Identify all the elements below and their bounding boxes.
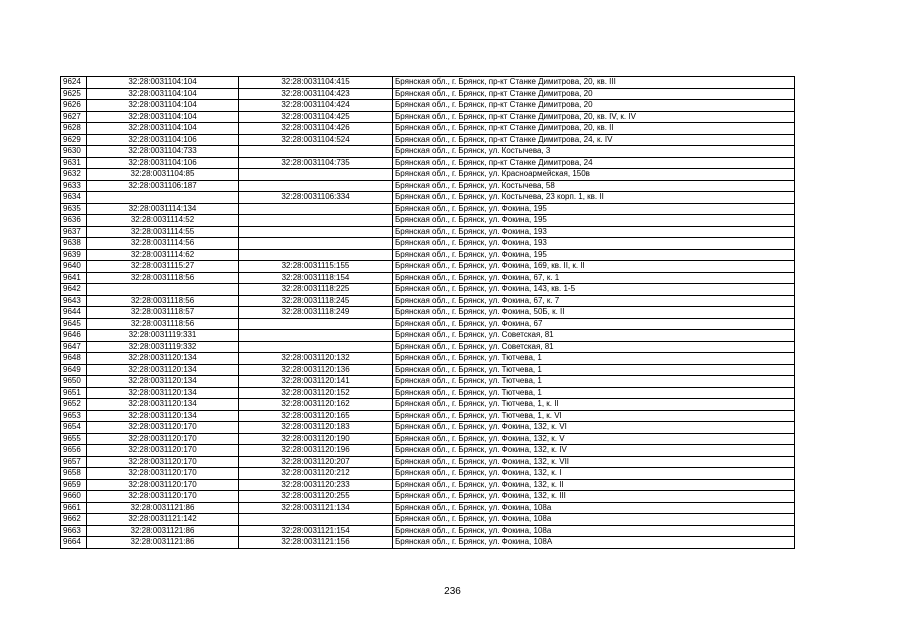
object-cadastral-number-cell: 32:28:0031120:141 [239, 376, 393, 388]
table-row [61, 318, 795, 330]
parcel-cadastral-number-cell: 32:28:0031120:170 [87, 468, 239, 480]
address-cell: Брянская обл., г. Брянск, ул. Красноармейская, 150в [393, 169, 795, 181]
parcel-cadastral-number-cell: 32:28:0031120:170 [87, 456, 239, 468]
object-cadastral-number-cell: 32:28:0031104:424 [239, 100, 393, 112]
parcel-cadastral-number-cell: 32:28:0031114:52 [87, 215, 239, 227]
address-cell: Брянская обл., г. Брянск, ул. Фокина, 193 [393, 226, 795, 238]
table-row [61, 169, 795, 181]
row-number-cell: 9660 [61, 491, 87, 503]
table-row [61, 468, 795, 480]
row-number-cell: 9636 [61, 215, 87, 227]
object-cadastral-number-cell: 32:28:0031120:136 [239, 364, 393, 376]
row-number-cell: 9652 [61, 399, 87, 411]
table-row [61, 491, 795, 503]
object-cadastral-number-cell [239, 215, 393, 227]
address-cell: Брянская обл., г. Брянск, ул. Фокина, 67 [393, 318, 795, 330]
row-number-cell: 9627 [61, 111, 87, 123]
table-row [61, 192, 795, 204]
object-cadastral-number-cell: 32:28:0031121:154 [239, 525, 393, 537]
table-row [61, 238, 795, 250]
address-cell: Брянская обл., г. Брянск, пр-кт Станке Димитрова, 20, кв. II [393, 123, 795, 135]
parcel-cadastral-number-cell: 32:28:0031114:55 [87, 226, 239, 238]
address-cell: Брянская обл., г. Брянск, ул. Фокина, 108А [393, 537, 795, 549]
row-number-cell: 9625 [61, 88, 87, 100]
address-cell: Брянская обл., г. Брянск, ул. Костычева, 58 [393, 180, 795, 192]
table-row [61, 445, 795, 457]
address-cell: Брянская обл., г. Брянск, пр-кт Станке Димитрова, 20, кв. IV, к. IV [393, 111, 795, 123]
table-row [61, 376, 795, 388]
row-number-cell: 9655 [61, 433, 87, 445]
object-cadastral-number-cell [239, 514, 393, 526]
object-cadastral-number-cell: 32:28:0031120:152 [239, 387, 393, 399]
parcel-cadastral-number-cell: 32:28:0031120:170 [87, 422, 239, 434]
row-number-cell: 9644 [61, 307, 87, 319]
object-cadastral-number-cell: 32:28:0031120:196 [239, 445, 393, 457]
object-cadastral-number-cell: 32:28:0031104:524 [239, 134, 393, 146]
parcel-cadastral-number-cell: 32:28:0031106:187 [87, 180, 239, 192]
parcel-cadastral-number-cell: 32:28:0031120:134 [87, 353, 239, 365]
address-cell: Брянская обл., г. Брянск, ул. Фокина, 108а [393, 525, 795, 537]
row-number-cell: 9642 [61, 284, 87, 296]
address-cell: Брянская обл., г. Брянск, ул. Фокина, 169, кв. II, к. II [393, 261, 795, 273]
table-row [61, 226, 795, 238]
parcel-cadastral-number-cell [87, 284, 239, 296]
table-row [61, 364, 795, 376]
table-row [61, 146, 795, 158]
parcel-cadastral-number-cell: 32:28:0031120:170 [87, 445, 239, 457]
object-cadastral-number-cell: 32:28:0031104:735 [239, 157, 393, 169]
parcel-cadastral-number-cell: 32:28:0031104:104 [87, 123, 239, 135]
object-cadastral-number-cell: 32:28:0031120:255 [239, 491, 393, 503]
table-row [61, 422, 795, 434]
address-cell: Брянская обл., г. Брянск, ул. Советская, 81 [393, 341, 795, 353]
parcel-cadastral-number-cell: 32:28:0031121:86 [87, 525, 239, 537]
object-cadastral-number-cell: 32:28:0031120:165 [239, 410, 393, 422]
parcel-cadastral-number-cell: 32:28:0031121:86 [87, 502, 239, 514]
row-number-cell: 9664 [61, 537, 87, 549]
object-cadastral-number-cell [239, 146, 393, 158]
parcel-cadastral-number-cell: 32:28:0031104:104 [87, 88, 239, 100]
parcel-cadastral-number-cell: 32:28:0031121:142 [87, 514, 239, 526]
address-cell: Брянская обл., г. Брянск, ул. Тютчева, 1 [393, 364, 795, 376]
address-cell: Брянская обл., г. Брянск, ул. Фокина, 195 [393, 203, 795, 215]
table-row [61, 284, 795, 296]
object-cadastral-number-cell: 32:28:0031121:156 [239, 537, 393, 549]
object-cadastral-number-cell [239, 203, 393, 215]
object-cadastral-number-cell [239, 318, 393, 330]
parcel-cadastral-number-cell: 32:28:0031104:106 [87, 134, 239, 146]
row-number-cell: 9661 [61, 502, 87, 514]
cadastral-register-table [60, 76, 795, 549]
parcel-cadastral-number-cell: 32:28:0031114:134 [87, 203, 239, 215]
object-cadastral-number-cell: 32:28:0031104:415 [239, 77, 393, 89]
address-cell: Брянская обл., г. Брянск, ул. Фокина, 132, к. VI [393, 422, 795, 434]
row-number-cell: 9651 [61, 387, 87, 399]
address-cell: Брянская обл., г. Брянск, пр-кт Станке Димитрова, 20, кв. III [393, 77, 795, 89]
table-row [61, 399, 795, 411]
parcel-cadastral-number-cell: 32:28:0031120:134 [87, 376, 239, 388]
table-row [61, 203, 795, 215]
address-cell: Брянская обл., г. Брянск, ул. Фокина, 132, к. I [393, 468, 795, 480]
row-number-cell: 9656 [61, 445, 87, 457]
address-cell: Брянская обл., г. Брянск, ул. Фокина, 195 [393, 215, 795, 227]
parcel-cadastral-number-cell: 32:28:0031104:106 [87, 157, 239, 169]
row-number-cell: 9643 [61, 295, 87, 307]
parcel-cadastral-number-cell: 32:28:0031120:170 [87, 479, 239, 491]
row-number-cell: 9630 [61, 146, 87, 158]
table-row [61, 502, 795, 514]
address-cell: Брянская обл., г. Брянск, ул. Костычева, 23 корп. 1, кв. II [393, 192, 795, 204]
parcel-cadastral-number-cell: 32:28:0031120:134 [87, 410, 239, 422]
address-cell: Брянская обл., г. Брянск, ул. Фокина, 132, к. VII [393, 456, 795, 468]
table-row [61, 180, 795, 192]
row-number-cell: 9638 [61, 238, 87, 250]
row-number-cell: 9637 [61, 226, 87, 238]
object-cadastral-number-cell: 32:28:0031120:183 [239, 422, 393, 434]
parcel-cadastral-number-cell: 32:28:0031104:104 [87, 77, 239, 89]
parcel-cadastral-number-cell: 32:28:0031104:85 [87, 169, 239, 181]
object-cadastral-number-cell: 32:28:0031118:245 [239, 295, 393, 307]
table-row [61, 295, 795, 307]
object-cadastral-number-cell: 32:28:0031121:134 [239, 502, 393, 514]
table-row [61, 410, 795, 422]
object-cadastral-number-cell [239, 226, 393, 238]
object-cadastral-number-cell: 32:28:0031120:207 [239, 456, 393, 468]
row-number-cell: 9653 [61, 410, 87, 422]
row-number-cell: 9658 [61, 468, 87, 480]
parcel-cadastral-number-cell: 32:28:0031119:332 [87, 341, 239, 353]
parcel-cadastral-number-cell: 32:28:0031114:56 [87, 238, 239, 250]
address-cell: Брянская обл., г. Брянск, ул. Советская, 81 [393, 330, 795, 342]
address-cell: Брянская обл., г. Брянск, пр-кт Станке Димитрова, 20 [393, 88, 795, 100]
object-cadastral-number-cell: 32:28:0031120:190 [239, 433, 393, 445]
parcel-cadastral-number-cell: 32:28:0031118:56 [87, 318, 239, 330]
table-row [61, 537, 795, 549]
address-cell: Брянская обл., г. Брянск, ул. Тютчева, 1 [393, 376, 795, 388]
table-row [61, 525, 795, 537]
object-cadastral-number-cell [239, 249, 393, 261]
address-cell: Брянская обл., г. Брянск, ул. Костычева, 3 [393, 146, 795, 158]
address-cell: Брянская обл., г. Брянск, ул. Фокина, 193 [393, 238, 795, 250]
object-cadastral-number-cell: 32:28:0031118:249 [239, 307, 393, 319]
row-number-cell: 9626 [61, 100, 87, 112]
object-cadastral-number-cell: 32:28:0031104:426 [239, 123, 393, 135]
parcel-cadastral-number-cell: 32:28:0031120:134 [87, 399, 239, 411]
object-cadastral-number-cell: 32:28:0031118:154 [239, 272, 393, 284]
row-number-cell: 9662 [61, 514, 87, 526]
object-cadastral-number-cell: 32:28:0031118:225 [239, 284, 393, 296]
table-row [61, 134, 795, 146]
object-cadastral-number-cell: 32:28:0031115:155 [239, 261, 393, 273]
object-cadastral-number-cell [239, 169, 393, 181]
object-cadastral-number-cell [239, 330, 393, 342]
parcel-cadastral-number-cell: 32:28:0031118:56 [87, 295, 239, 307]
parcel-cadastral-number-cell [87, 192, 239, 204]
parcel-cadastral-number-cell: 32:28:0031118:56 [87, 272, 239, 284]
row-number-cell: 9624 [61, 77, 87, 89]
address-cell: Брянская обл., г. Брянск, ул. Фокина, 195 [393, 249, 795, 261]
address-cell: Брянская обл., г. Брянск, ул. Фокина, 132, к. IV [393, 445, 795, 457]
table-row [61, 514, 795, 526]
table-row [61, 77, 795, 89]
table-row [61, 100, 795, 112]
row-number-cell: 9645 [61, 318, 87, 330]
table-row [61, 272, 795, 284]
row-number-cell: 9640 [61, 261, 87, 273]
table-row [61, 157, 795, 169]
object-cadastral-number-cell [239, 180, 393, 192]
row-number-cell: 9648 [61, 353, 87, 365]
object-cadastral-number-cell: 32:28:0031106:334 [239, 192, 393, 204]
address-cell: Брянская обл., г. Брянск, пр-кт Станке Димитрова, 24 [393, 157, 795, 169]
table-row [61, 387, 795, 399]
address-cell: Брянская обл., г. Брянск, ул. Фокина, 50Б, к. II [393, 307, 795, 319]
address-cell: Брянская обл., г. Брянск, ул. Фокина, 132, к. II [393, 479, 795, 491]
table-row [61, 249, 795, 261]
object-cadastral-number-cell: 32:28:0031120:212 [239, 468, 393, 480]
address-cell: Брянская обл., г. Брянск, ул. Тютчева, 1 [393, 353, 795, 365]
parcel-cadastral-number-cell: 32:28:0031119:331 [87, 330, 239, 342]
object-cadastral-number-cell: 32:28:0031104:425 [239, 111, 393, 123]
table-row [61, 433, 795, 445]
address-cell: Брянская обл., г. Брянск, ул. Тютчева, 1 [393, 387, 795, 399]
parcel-cadastral-number-cell: 32:28:0031121:86 [87, 537, 239, 549]
address-cell: Брянская обл., г. Брянск, ул. Фокина, 143, кв. 1-5 [393, 284, 795, 296]
parcel-cadastral-number-cell: 32:28:0031104:733 [87, 146, 239, 158]
row-number-cell: 9632 [61, 169, 87, 181]
parcel-cadastral-number-cell: 32:28:0031104:104 [87, 100, 239, 112]
table-row [61, 330, 795, 342]
address-cell: Брянская обл., г. Брянск, ул. Тютчева, 1, к. VI [393, 410, 795, 422]
parcel-cadastral-number-cell: 32:28:0031118:57 [87, 307, 239, 319]
row-number-cell: 9628 [61, 123, 87, 135]
row-number-cell: 9641 [61, 272, 87, 284]
row-number-cell: 9649 [61, 364, 87, 376]
address-cell: Брянская обл., г. Брянск, ул. Тютчева, 1, к. II [393, 399, 795, 411]
row-number-cell: 9631 [61, 157, 87, 169]
table-row [61, 353, 795, 365]
row-number-cell: 9635 [61, 203, 87, 215]
parcel-cadastral-number-cell: 32:28:0031104:104 [87, 111, 239, 123]
table-row [61, 215, 795, 227]
row-number-cell: 9650 [61, 376, 87, 388]
address-cell: Брянская обл., г. Брянск, пр-кт Станке Димитрова, 24, к. IV [393, 134, 795, 146]
object-cadastral-number-cell: 32:28:0031120:132 [239, 353, 393, 365]
row-number-cell: 9646 [61, 330, 87, 342]
table-row [61, 261, 795, 273]
table-row [61, 88, 795, 100]
parcel-cadastral-number-cell: 32:28:0031120:170 [87, 491, 239, 503]
parcel-cadastral-number-cell: 32:28:0031120:170 [87, 433, 239, 445]
object-cadastral-number-cell [239, 341, 393, 353]
row-number-cell: 9663 [61, 525, 87, 537]
table-row [61, 307, 795, 319]
object-cadastral-number-cell: 32:28:0031104:423 [239, 88, 393, 100]
address-cell: Брянская обл., г. Брянск, ул. Фокина, 132, к. V [393, 433, 795, 445]
address-cell: Брянская обл., г. Брянск, ул. Фокина, 67, к. 7 [393, 295, 795, 307]
row-number-cell: 9647 [61, 341, 87, 353]
table-row [61, 479, 795, 491]
object-cadastral-number-cell: 32:28:0031120:233 [239, 479, 393, 491]
address-cell: Брянская обл., г. Брянск, ул. Фокина, 108а [393, 514, 795, 526]
parcel-cadastral-number-cell: 32:28:0031114:62 [87, 249, 239, 261]
table-row [61, 456, 795, 468]
table-row [61, 123, 795, 135]
page-number: 236 [444, 586, 461, 597]
table-row [61, 341, 795, 353]
row-number-cell: 9629 [61, 134, 87, 146]
row-number-cell: 9633 [61, 180, 87, 192]
address-cell: Брянская обл., г. Брянск, ул. Фокина, 132, к. III [393, 491, 795, 503]
row-number-cell: 9657 [61, 456, 87, 468]
parcel-cadastral-number-cell: 32:28:0031120:134 [87, 364, 239, 376]
row-number-cell: 9639 [61, 249, 87, 261]
address-cell: Брянская обл., г. Брянск, ул. Фокина, 108а [393, 502, 795, 514]
row-number-cell: 9659 [61, 479, 87, 491]
parcel-cadastral-number-cell: 32:28:0031115:27 [87, 261, 239, 273]
row-number-cell: 9654 [61, 422, 87, 434]
table-body [61, 77, 795, 549]
object-cadastral-number-cell [239, 238, 393, 250]
row-number-cell: 9634 [61, 192, 87, 204]
table-row [61, 111, 795, 123]
parcel-cadastral-number-cell: 32:28:0031120:134 [87, 387, 239, 399]
address-cell: Брянская обл., г. Брянск, ул. Фокина, 67, к. 1 [393, 272, 795, 284]
object-cadastral-number-cell: 32:28:0031120:162 [239, 399, 393, 411]
address-cell: Брянская обл., г. Брянск, пр-кт Станке Димитрова, 20 [393, 100, 795, 112]
